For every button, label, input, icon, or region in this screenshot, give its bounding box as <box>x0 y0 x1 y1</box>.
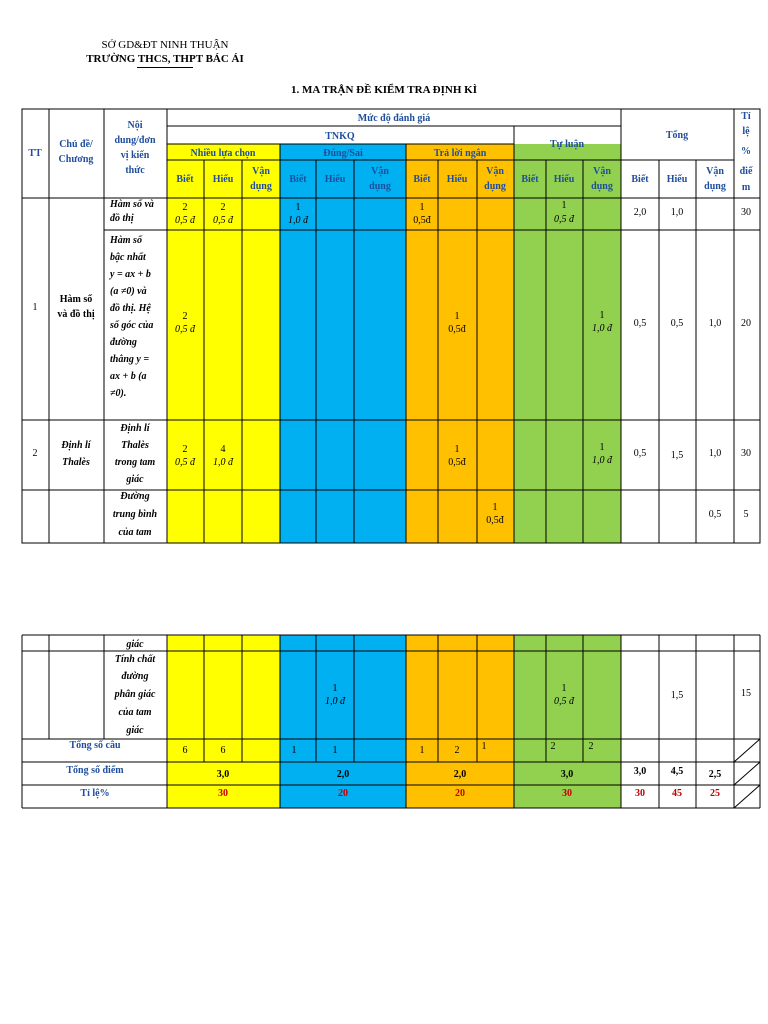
r2c-total-hieu: 1,5 <box>670 690 684 701</box>
chapter-header-line2: Chương <box>58 154 94 165</box>
row1b-content-6: số góc của <box>110 320 154 331</box>
content-header-line4: thức <box>125 165 145 176</box>
percent-total-biet: 30 <box>635 788 645 799</box>
department-name: SỞ GD&ĐT NINH THUẬN <box>101 39 229 51</box>
mc-hieu-header: Hiểu <box>212 174 234 185</box>
essay-column-fill-2 <box>514 635 621 808</box>
row2b-content-1: Đường <box>120 491 150 502</box>
r1a-mc-hieu-score: 0,5 đ <box>213 215 233 226</box>
count-mc-biet: 6 <box>182 745 188 756</box>
r1a-sa-biet-count: 1 <box>419 202 425 213</box>
r1a-ts-biet-count: 1 <box>295 202 301 213</box>
content-header-line1: Nội <box>127 120 143 131</box>
row1b-content-1: Hàm số <box>110 235 142 246</box>
r1b-mc-biet-score: 0,5 đ <box>175 324 195 335</box>
sa-vd-header-2: dụng <box>484 181 506 192</box>
level-header: Mức độ đánh giá <box>357 113 431 124</box>
r1a-es-hieu-score: 0,5 đ <box>554 214 574 225</box>
r2a-sa-hieu-count: 1 <box>454 444 460 455</box>
r2a-sa-hieu-score: 0,5đ <box>448 457 466 468</box>
row2a-content-2: Thalès <box>121 440 149 451</box>
count-ts-hieu: 1 <box>332 745 338 756</box>
content-header-line3: vị kiến <box>120 150 150 161</box>
count-sa-hieu: 2 <box>454 745 460 756</box>
total-header: Tổng <box>665 130 689 141</box>
row2b-content-3: của tam <box>118 527 152 538</box>
matrix-part-2 <box>22 635 760 808</box>
percent-sa: 20 <box>455 788 465 799</box>
row2a-content-3: trong tam <box>114 457 156 468</box>
count-ts-biet: 1 <box>291 745 297 756</box>
tt-header: TT <box>28 148 42 159</box>
r1a-sa-biet-score: 0,5đ <box>413 215 431 226</box>
score-total-vd: 2,5 <box>708 769 722 780</box>
ratio-header-line4: điể <box>739 166 753 177</box>
sa-hieu-header: Hiểu <box>446 174 468 185</box>
r1b-sa-hieu-score: 0,5đ <box>448 324 466 335</box>
r2a-total-hieu: 1,5 <box>670 450 684 461</box>
ratio-header-line1: Tỉ <box>741 111 751 122</box>
row2c-content-5: giác <box>126 725 144 736</box>
es-biet-header: Biết <box>521 174 539 185</box>
r2a-ratio: 30 <box>741 448 751 459</box>
sa-biet-header: Biết <box>413 174 431 185</box>
r2a-total-biet: 0,5 <box>633 448 647 459</box>
row2c-content-2: đường <box>121 671 149 682</box>
r1b-sa-hieu-count: 1 <box>454 311 460 322</box>
r2a-es-vd-score: 1,0 đ <box>592 455 612 466</box>
ts-vd-header-2: dụng <box>369 181 391 192</box>
r2b-total-vd: 0,5 <box>708 509 722 520</box>
r1b-es-vd-score: 1,0 đ <box>592 323 612 334</box>
tnkq-header: TNKQ <box>325 131 355 142</box>
r1a-mc-biet-count: 2 <box>182 202 188 213</box>
r2a-es-vd-count: 1 <box>599 442 605 453</box>
row1-chapter-line2: và đồ thị <box>57 309 95 320</box>
ts-biet-header: Biết <box>289 174 307 185</box>
row2c-content-4: của tam <box>118 707 152 718</box>
row1b-content-7: đường <box>110 337 137 348</box>
r2b-sa-vd-score: 0,5đ <box>486 515 504 526</box>
essay-header: Tự luận <box>549 139 585 150</box>
row1-chapter-line1: Hàm số <box>59 294 93 305</box>
row1b-content-2: bậc nhất <box>110 252 146 263</box>
ts-header: Đúng/Sai <box>323 148 363 159</box>
row2b-content-2: trung bình <box>112 509 158 520</box>
es-vd-header-2: dụng <box>591 181 613 192</box>
sa-header: Trả lời ngắn <box>433 148 487 159</box>
count-row-label: Tổng số câu <box>69 740 121 751</box>
score-mc: 3,0 <box>216 769 230 780</box>
score-row-label: Tổng số điểm <box>66 765 124 776</box>
r2c-es-hieu-score: 0,5 đ <box>554 696 574 707</box>
r2c-ratio: 15 <box>741 688 751 699</box>
row1b-content-10: ≠0). <box>110 388 127 399</box>
ts-vd-header-1: Vận <box>371 166 389 177</box>
ratio-header-line3: % <box>741 146 751 157</box>
row1b-content-3: y = ax + b <box>110 269 151 280</box>
r2a-mc-hieu-count: 4 <box>220 444 226 455</box>
r1a-mc-biet-score: 0,5 đ <box>175 215 195 226</box>
r1b-ratio: 20 <box>741 318 751 329</box>
score-sa: 2,0 <box>453 769 467 780</box>
cont-content: giác <box>126 639 144 650</box>
score-es: 3,0 <box>560 769 574 780</box>
sa-vd-header-1: Vận <box>486 166 504 177</box>
percent-ts: 20 <box>338 788 348 799</box>
r2b-sa-vd-count: 1 <box>492 502 498 513</box>
r1a-ts-biet-score: 1,0 đ <box>288 215 308 226</box>
mc-column-fill-2 <box>167 635 280 808</box>
row1a-content-1: Hàm số và <box>110 199 154 210</box>
count-es-hieu: 2 <box>550 741 556 752</box>
ratio-header-line5: m <box>741 182 751 193</box>
r1a-ratio: 30 <box>741 207 751 218</box>
r1a-es-hieu-count: 1 <box>561 200 567 211</box>
tot-hieu-header: Hiểu <box>666 174 688 185</box>
ts-hieu-header: Hiểu <box>324 174 346 185</box>
r1a-total-biet: 2,0 <box>633 207 647 218</box>
page-title: 1. MA TRẬN ĐỀ KIỂM TRA ĐỊNH KÌ <box>290 84 477 96</box>
row2a-content-1: Định lí <box>120 423 150 434</box>
score-total-hieu: 4,5 <box>670 766 684 777</box>
r2b-ratio: 5 <box>743 509 749 520</box>
es-vd-header-1: Vận <box>593 166 611 177</box>
tot-vd-header-1: Vận <box>706 166 724 177</box>
r2a-total-vd: 1,0 <box>708 448 722 459</box>
matrix-part-1 <box>22 109 760 543</box>
r1a-mc-hieu-count: 2 <box>220 202 226 213</box>
row1b-content-9: ax + b (a <box>110 371 147 382</box>
percent-total-hieu: 45 <box>672 788 682 799</box>
r2a-mc-biet-score: 0,5 đ <box>175 457 195 468</box>
school-name: TRƯỜNG THCS, THPT BÁC ÁI <box>86 53 244 65</box>
sa-column-fill-2 <box>406 635 514 808</box>
es-hieu-header: Hiểu <box>553 174 575 185</box>
percent-es: 30 <box>562 788 572 799</box>
percent-total-vd: 25 <box>710 788 720 799</box>
score-total-biet: 3,0 <box>633 766 647 777</box>
row2-chapter-line2: Thalès <box>62 457 90 468</box>
tot-vd-header-2: dụng <box>704 181 726 192</box>
row1a-content-2: đồ thị <box>110 213 134 224</box>
r1a-total-hieu: 1,0 <box>670 207 684 218</box>
row2c-content-1: Tính chất <box>114 654 156 665</box>
count-sa-vd: 1 <box>481 741 487 752</box>
tot-biet-header: Biết <box>631 174 649 185</box>
r2a-mc-biet-count: 2 <box>182 444 188 455</box>
mc-vd-header-1: Vận <box>252 166 270 177</box>
r2c-ts-hieu-count: 1 <box>332 683 338 694</box>
mc-biet-header: Biết <box>176 174 194 185</box>
row1-tt: 1 <box>32 302 38 313</box>
count-mc-hieu: 6 <box>220 745 226 756</box>
ts-column-fill-2 <box>280 635 406 808</box>
ratio-header-line2: lệ <box>742 126 750 137</box>
row2a-content-4: giác <box>126 474 144 485</box>
r1b-es-vd-count: 1 <box>599 310 605 321</box>
mc-vd-header-2: dụng <box>250 181 272 192</box>
percent-row-label: Tỉ lệ% <box>80 788 110 799</box>
r2c-ts-hieu-score: 1,0 đ <box>325 696 345 707</box>
row2-tt: 2 <box>32 448 38 459</box>
essay-column-fill <box>514 144 621 543</box>
row1b-content-5: đồ thị. Hệ <box>110 303 151 314</box>
chapter-header-line1: Chủ đề/ <box>59 139 93 150</box>
r1b-total-hieu: 0,5 <box>670 318 684 329</box>
row2-chapter-line1: Định lí <box>61 440 91 451</box>
row1b-content-4: (a ≠0) và <box>110 286 147 297</box>
percent-mc: 30 <box>218 788 228 799</box>
count-sa-biet: 1 <box>419 745 425 756</box>
r1b-total-biet: 0,5 <box>633 318 647 329</box>
row1b-content-8: thẳng y = <box>110 354 150 365</box>
score-ts: 2,0 <box>336 769 350 780</box>
count-es-vd: 2 <box>588 741 594 752</box>
mc-header: Nhiều lựa chọn <box>190 148 256 159</box>
r1b-mc-biet-count: 2 <box>182 311 188 322</box>
row2c-content-3: phân giác <box>114 689 156 700</box>
r2a-mc-hieu-score: 1,0 đ <box>213 457 233 468</box>
content-header-line2: dung/đơn <box>114 135 156 146</box>
r2c-es-hieu-count: 1 <box>561 683 567 694</box>
r1b-total-vd: 1,0 <box>708 318 722 329</box>
